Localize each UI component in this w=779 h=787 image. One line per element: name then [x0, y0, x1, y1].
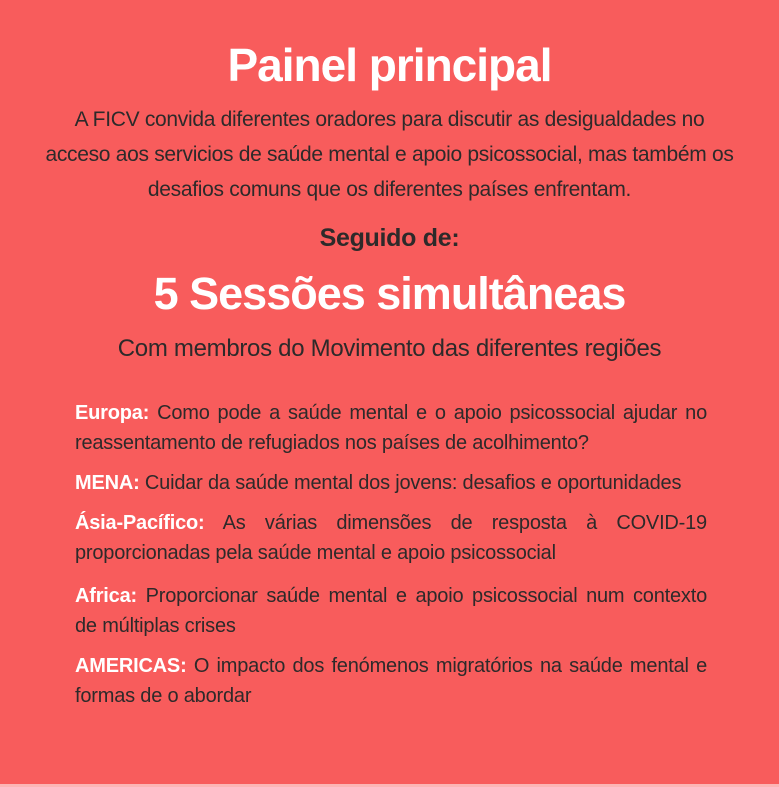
session-item-asia-pacifico — [75, 508, 707, 568]
session-item-americas — [75, 651, 707, 711]
followup-label: Seguido de: — [319, 224, 460, 252]
session-description-asia-pacifico: As várias dimensões de resposta à COVID-19 proporcionadas pela saúde mental e apoio psicossocial — [75, 512, 707, 564]
session-description-americas: O impacto dos fenómenos migratórios na saúde mental e formas de o abordar — [75, 655, 708, 707]
region-label-americas: AMERICAS: — [75, 655, 187, 677]
region-label-mena: MENA: — [75, 472, 140, 494]
intro-text: A FICV convida diferentes oradores para discutir as desigualdades no acceso aos servicios de saúde mental e apoio psicossocial, mas também os desafios comuns que os diferentes países enfrentam. — [45, 108, 734, 201]
session-description-mena: Cuidar da saúde mental dos jovens: desafios e oportunidades — [144, 472, 682, 494]
region-label-asia-pacifico: Ásia-Pacífico: — [75, 512, 205, 534]
sessions-list — [75, 398, 707, 711]
region-label-europa: Europa: — [75, 402, 150, 424]
session-item-mena — [75, 468, 707, 498]
region-label-africa: Africa: — [75, 585, 137, 607]
sessions-subtitle: Com membros do Movimento das diferentes regiões — [117, 335, 662, 362]
page-title: Painel principal — [227, 39, 552, 91]
sessions-title: 5 Sessões simultâneas — [153, 268, 626, 319]
session-item-europa — [75, 398, 707, 458]
session-description-africa: Proporcionar saúde mental e apoio psicossocial num contexto de múltiplas crises — [75, 585, 708, 637]
session-description-europa: Como pode a saúde mental e o apoio psicossocial ajudar no reassentamento de refugiados nos países de acolhimento? — [75, 402, 708, 454]
session-item-africa — [75, 581, 707, 641]
